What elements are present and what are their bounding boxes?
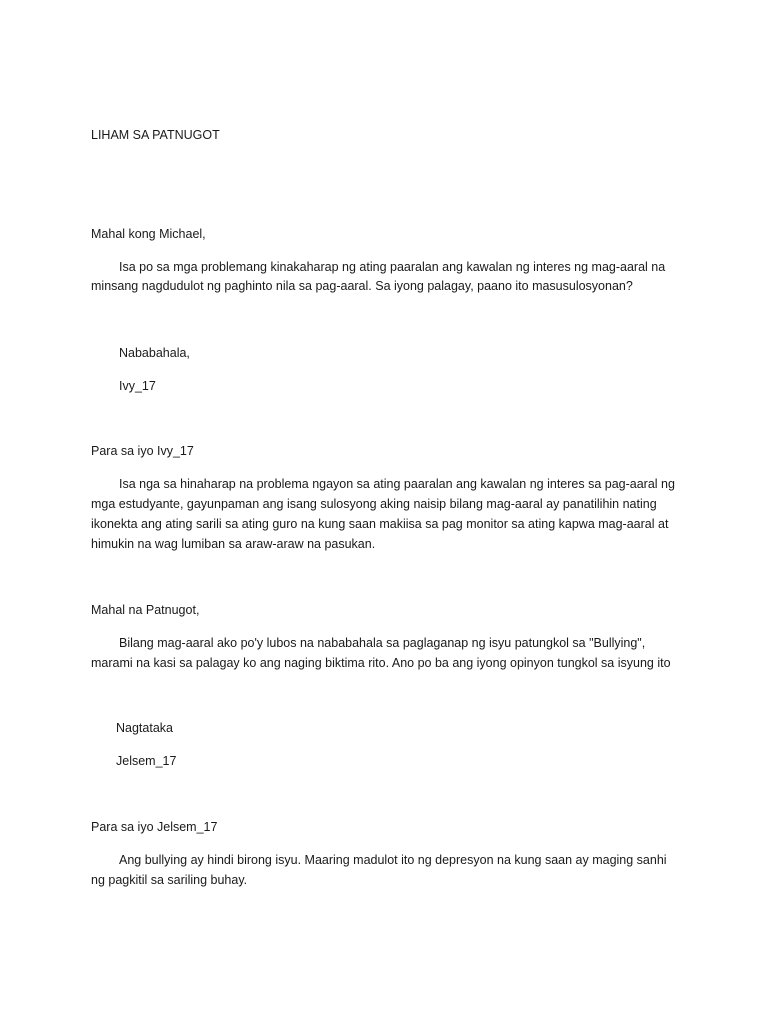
letter2-closing: Nagtataka: [116, 721, 173, 735]
letter1-closing: Nababahala,: [119, 346, 190, 360]
reply1-body-line: himukin na wag lumiban sa araw-araw na pasukan.: [91, 537, 376, 551]
reply1-body-line: Isa nga sa hinaharap na problema ngayon sa ating paaralan ang kawalan ng interes sa pag-aaral ng: [119, 477, 675, 491]
letter1-body-line: minsang nagdudulot ng paghinto nila sa pag-aaral. Sa iyong palagay, paano ito masusulosyonan?: [91, 279, 633, 293]
letter1-salutation: Mahal kong Michael,: [91, 227, 206, 241]
reply2-body-line: Ang bullying ay hindi birong isyu. Maaring madulot ito ng depresyon na kung saan ay maging sanhi: [119, 853, 667, 867]
reply2-salutation: Para sa iyo Jelsem_17: [91, 820, 218, 834]
reply1-body-line: mga estudyante, gayunpaman ang isang sulosyong aking naisip bilang mag-aaral ay panatilihin nating: [91, 497, 657, 511]
reply2-body-line: ng pagkitil sa sariling buhay.: [91, 873, 248, 887]
letter1-body-line: Isa po sa mga problemang kinakaharap ng ating paaralan ang kawalan ng interes ng mag-aaral na: [119, 260, 666, 274]
letter2-body-line: Bilang mag-aaral ako po'y lubos na nababahala sa paglaganap ng isyu patungkol sa "Bullying",: [119, 636, 646, 650]
reply1-salutation: Para sa iyo Ivy_17: [91, 444, 194, 458]
letter2-signature: Jelsem_17: [116, 754, 177, 768]
letter1-signature: Ivy_17: [119, 379, 156, 393]
document-title: LIHAM SA PATNUGOT: [91, 128, 220, 142]
letter2-salutation: Mahal na Patnugot,: [91, 603, 200, 617]
reply1-body-line: ikonekta ang ating sarili sa ating guro na kung saan makiisa sa pag monitor sa ating kapwa mag-aaral at: [91, 517, 669, 531]
letter2-body-line: marami na kasi sa palagay ko ang naging biktima rito. Ano po ba ang iyong opinyon tungkol sa isyung ito: [91, 656, 671, 670]
